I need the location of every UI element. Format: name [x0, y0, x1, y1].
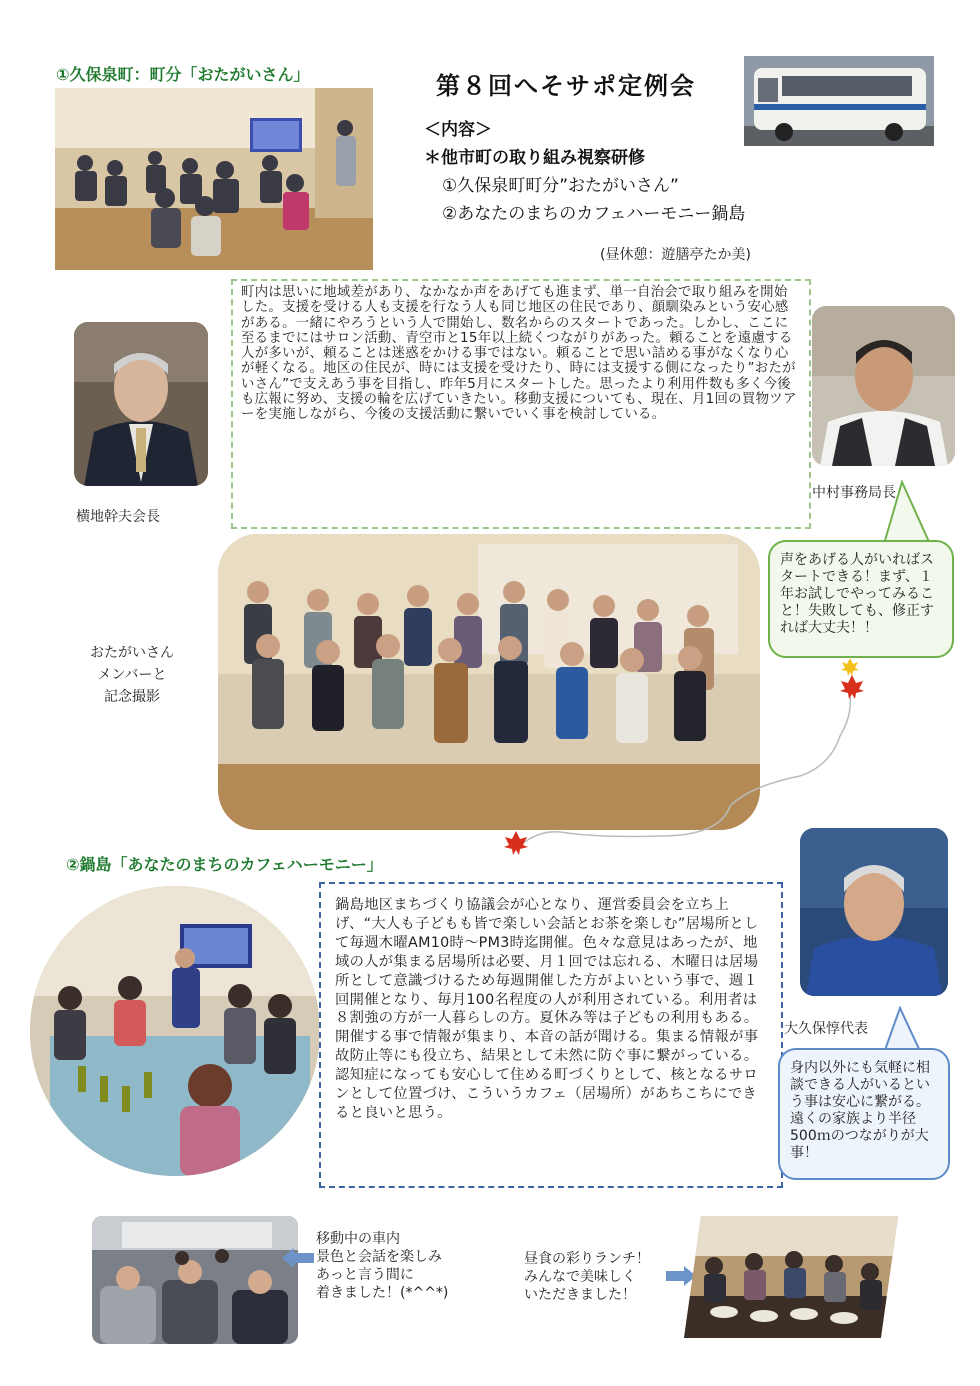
portrait-okubo — [800, 828, 948, 996]
lunch-caption-line2: みんなで美味しく — [524, 1269, 636, 1285]
section1-title: ①久保泉町：町分「おたがいさん」 — [56, 65, 310, 84]
portrait-nakamura — [812, 306, 955, 466]
speech-bubble-green — [768, 540, 954, 658]
group-caption-line1: おたがいさん — [90, 645, 174, 661]
meeting-photo-kubo — [55, 88, 373, 270]
bus-photo — [744, 56, 934, 146]
bubble-green-text: 声をあげる人がいればスタートできる！まず、１年お試しでやってみること！失敗しても、修正すれば大丈夫！！ — [780, 552, 934, 636]
agenda-item-2: ②あなたのまちのカフェハーモニー鍋島 — [442, 204, 746, 224]
group-caption — [90, 642, 174, 708]
main-title: 第８回へそサポ定例会 — [436, 72, 696, 100]
agenda-heading: ＜内容＞ — [424, 120, 492, 140]
group-caption-line2: メンバーと — [97, 667, 167, 683]
cafe-photo — [30, 886, 320, 1176]
bubble-blue-text: 身内以外にも気軽に相談できる人がいるという事は安心に繋がる。遠くの家族より半径500ｍのつながりが大事！ — [790, 1060, 930, 1161]
group-caption-line3: 記念撮影 — [104, 689, 160, 705]
lunch-photo — [684, 1216, 898, 1338]
bus-caption-line1: 移動中の車内 — [316, 1231, 400, 1247]
bubble-tail-green — [878, 480, 938, 546]
portrait-yokochi — [74, 322, 208, 486]
section2-body: 鍋島地区まちづくり協議会が心となり、運営委員会を立ち上げ、“大人も子どもも皆で楽しい会話とお茶を楽しむ”居場所として毎週木曜AM10時～PM3時迄開催。色々な意見はあったが、地域の人が集まる居場所は必要、月１回では忘れる、木曜日は居場所として意識づけるため毎週開催した方がよいという事で、週１回開催となり、毎月100名程度の人が利用されている。利用者は８割強の方が一人暮らしの方。夏休み等は子どもの利用もある。開催する事で情報が集まり、本音の話が聞ける。集まる情報が事故防止等にも役立ち、結果として未然に防ぐ事に繋がっている。認知症になっても安心して住める町づくりとして、核となるサロンとして位置づけ、こういうカフェ（居場所）があちこちにできると良いと思う。 — [335, 897, 759, 1121]
bus-caption — [316, 1230, 448, 1302]
speech-bubble-blue — [778, 1048, 950, 1180]
maple-leaf-yellow-icon — [841, 658, 859, 676]
maple-leaf-red-icon — [840, 675, 864, 699]
arrow-left-icon — [282, 1248, 314, 1268]
agenda-subheading: ＊他市町の取り組み視察研修 — [424, 148, 645, 168]
section1-body: 町内は思いに地域差があり、なかなか声をあげても進まず、単一自治会で取り組みを開始した。支援を受ける人も支援を行なう人も同じ地区の住民であり、顔馴染みという安心感がある。一緒にやろうという人で開始し、数名からのスタートであった。しかし、ここに至るまでにはサロン活動、青空市と15年以上続くつながりがあった。頼ることを遠慮する人が多いが、頼ることは迷惑をかける事ではない。頼ることで思い詰める事がなくなり心が軽くなる。地区の住民が、時には支援を受けたり、時には支援する側になったり”おたがいさん”で支えあう事を目指し、昨年5月にスタートした。思ったより利用件数も多く今後も広報に努め、支援の輪を広げていきたい。移動支援についても、現在、月1回の買物ツアーを実施しながら、今後の支援活動に繋いでいく事を検討している。 — [241, 285, 797, 423]
section2-title: ②鍋島「あなたのまちのカフェハーモニー」 — [66, 855, 383, 874]
bus-caption-line3: あっと言う間に — [316, 1267, 414, 1283]
bus-caption-line4: 着きました！(*^^*) — [316, 1285, 449, 1301]
caption-yokochi: 横地幹夫会長 — [76, 509, 160, 525]
lunch-caption — [524, 1250, 650, 1304]
section2-text-box — [319, 882, 783, 1188]
agenda-item-1: ①久保泉町町分”おたがいさん” — [442, 176, 679, 196]
lunch-caption-line1: 昼食の彩りランチ！ — [524, 1251, 650, 1267]
caption-okubo: 大久保惇代表 — [784, 1021, 868, 1037]
lunch-caption-line3: いただきました！ — [524, 1287, 636, 1303]
arrow-right-icon — [666, 1266, 696, 1286]
section1-text-box — [231, 279, 811, 529]
caption-nakamura: 中村事務局長 — [812, 485, 896, 501]
lunch-note: (昼休憩：遊膳亭たか美) — [600, 247, 751, 263]
bus-interior-photo — [92, 1216, 298, 1344]
bus-caption-line2: 景色と会話を楽しみ — [316, 1249, 442, 1265]
agenda — [424, 116, 745, 228]
